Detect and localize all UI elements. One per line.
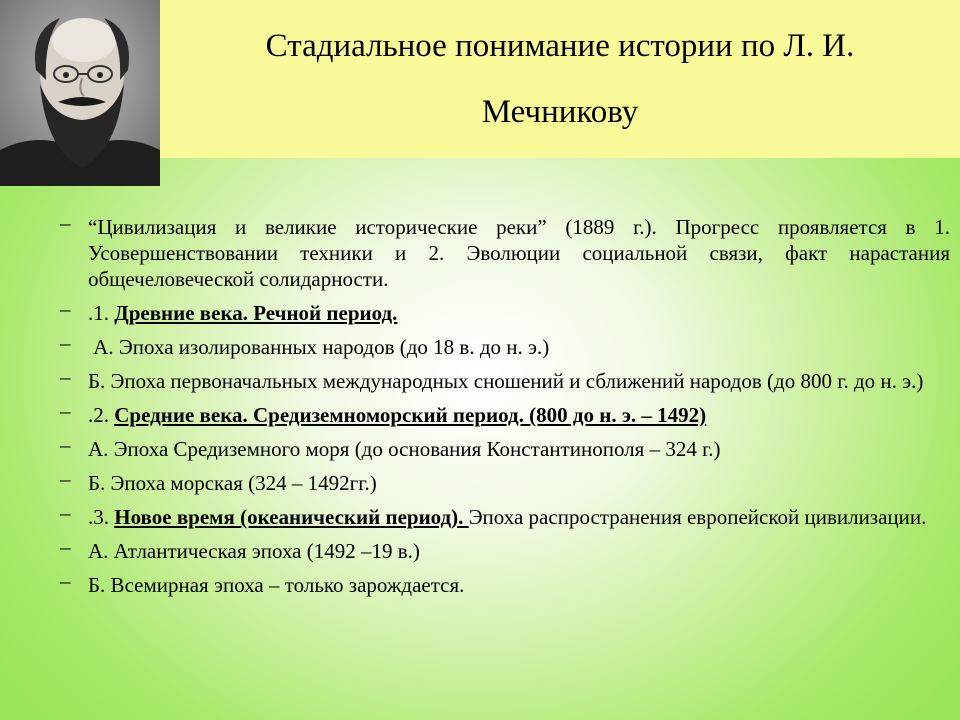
item-text: .2. bbox=[88, 403, 115, 427]
title-line-1: Стадиальное понимание истории по Л. И. bbox=[265, 28, 855, 64]
period-heading: Новое время (океанический период). bbox=[114, 505, 469, 529]
dash-bullet: – bbox=[60, 535, 71, 559]
item-text: А. Эпоха изолированных народов (до 18 в. до н. э.) bbox=[88, 335, 550, 359]
dash-bullet: – bbox=[60, 211, 71, 235]
list-item bbox=[60, 501, 950, 530]
list-item bbox=[60, 467, 950, 496]
list-item bbox=[60, 297, 950, 326]
period-heading: Древние века. Речной период. bbox=[114, 301, 398, 325]
item-text: “Цивилизация и великие исторические реки” (1889 г.). Прогресс проявляется в 1. Усовершенствовании техники и 2. Эволюции социальной связи, факт нарастания общечеловеческой солидарности. bbox=[88, 215, 950, 291]
item-text: Б. Эпоха первоначальных международных сношений и сближений народов (до 800 г. до н. э.) bbox=[88, 369, 924, 393]
item-text: .1. bbox=[88, 301, 115, 325]
portrait-photo bbox=[0, 0, 160, 186]
dash-bullet: – bbox=[60, 399, 71, 423]
list-item bbox=[60, 331, 950, 360]
item-text: .3. bbox=[88, 505, 115, 529]
item-text: А. Эпоха Средиземного моря (до основания Константинополя – 324 г.) bbox=[88, 437, 721, 461]
dash-bullet: – bbox=[60, 297, 71, 321]
dash-bullet: – bbox=[60, 569, 71, 593]
item-text: А. Атлантическая эпоха (1492 –19 в.) bbox=[88, 539, 420, 563]
period-heading: Средние века. Средиземноморский период. (800 до н. э. – 1492) bbox=[114, 403, 707, 427]
dash-bullet: – bbox=[60, 467, 71, 491]
item-text: Б. Всемирная эпоха – только зарождается. bbox=[88, 573, 465, 597]
bullet-list bbox=[60, 211, 950, 606]
title-line-2: Мечникову bbox=[481, 94, 639, 130]
slide-title bbox=[160, 0, 960, 158]
list-item bbox=[60, 365, 950, 394]
item-text: Эпоха распространения европейской цивилизации. bbox=[468, 505, 927, 529]
item-text: Б. Эпоха морская (324 – 1492гг.) bbox=[88, 471, 377, 495]
dash-bullet: – bbox=[60, 331, 71, 355]
list-item bbox=[60, 535, 950, 564]
dash-bullet: – bbox=[60, 433, 71, 457]
list-item bbox=[60, 399, 950, 428]
list-item bbox=[60, 433, 950, 462]
list-item bbox=[60, 211, 950, 292]
dash-bullet: – bbox=[60, 365, 71, 389]
list-item bbox=[60, 569, 950, 598]
dash-bullet: – bbox=[60, 501, 71, 525]
